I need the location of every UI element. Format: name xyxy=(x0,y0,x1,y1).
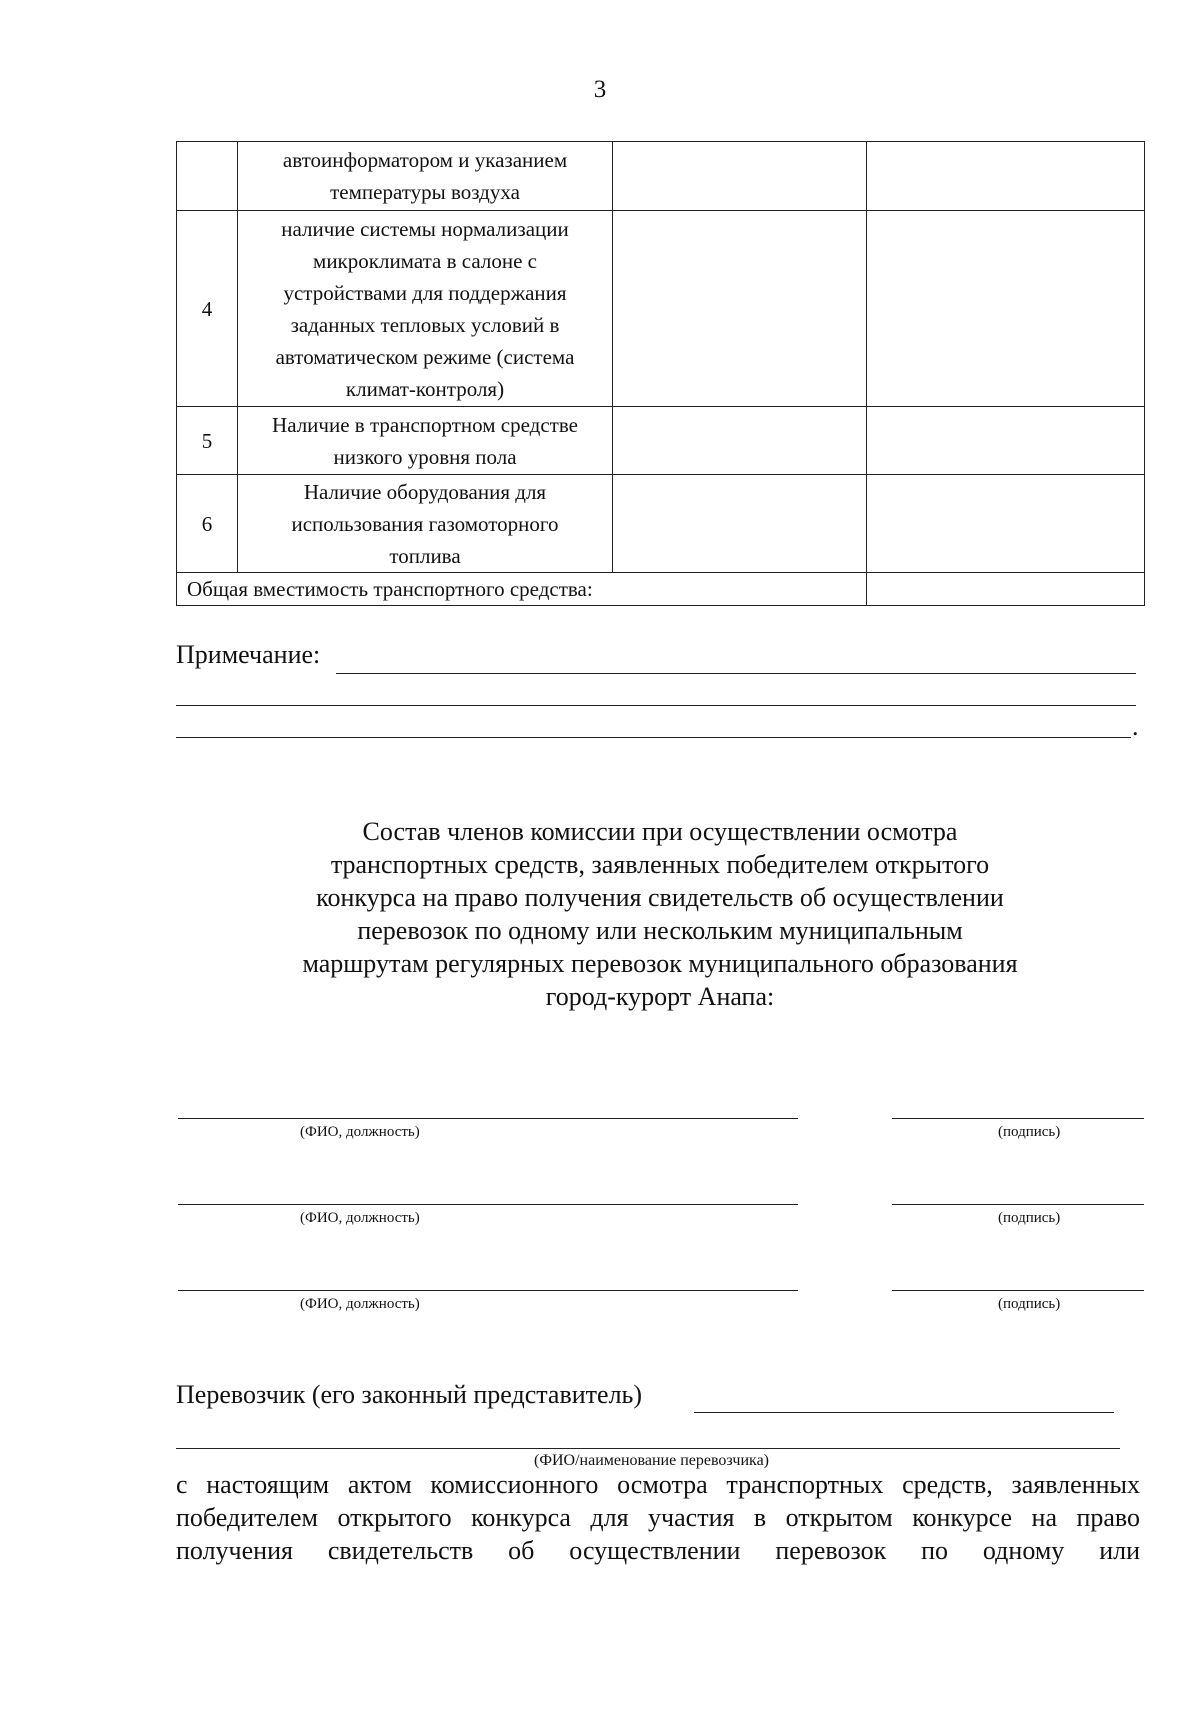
row-description xyxy=(238,211,613,407)
signature-caption: (подпись) xyxy=(998,1124,1061,1140)
description-line: использования газомоторного xyxy=(291,511,559,536)
signature-row xyxy=(0,1204,1200,1244)
description-line: микроклимата в салоне с xyxy=(313,248,537,273)
closing-line: получения свидетельств об осуществлении перевозок по одному или xyxy=(176,1536,1140,1565)
closing-paragraph xyxy=(176,1468,1140,1567)
vehicle-spec-table xyxy=(176,141,1145,606)
description-line: температуры воздуха xyxy=(330,180,520,204)
empty-cell[interactable] xyxy=(867,142,1145,211)
signature-row xyxy=(0,1290,1200,1330)
heading-line: маршрутам регулярных перевозок муниципального образования xyxy=(302,949,1018,978)
page-number: 3 xyxy=(593,76,607,103)
description-line: наличие системы нормализации xyxy=(281,216,569,241)
carrier-name-caption: (ФИО/наименование перевозчика) xyxy=(534,1452,769,1469)
description-line: автоматическом режиме (система xyxy=(275,344,575,369)
row-description xyxy=(238,475,613,573)
carrier-name-line[interactable] xyxy=(176,1448,1120,1449)
heading-line: транспортных средств, заявленных победителем открытого xyxy=(330,850,990,879)
heading-line: конкурса на право получения свидетельств об осуществлении xyxy=(316,883,1004,912)
note-end-mark: . xyxy=(1132,712,1139,741)
heading-line: город-курорт Анапа: xyxy=(545,982,775,1011)
empty-cell[interactable] xyxy=(613,142,867,211)
empty-cell[interactable] xyxy=(867,407,1145,475)
empty-cell[interactable] xyxy=(867,211,1145,407)
carrier-representative-line[interactable] xyxy=(694,1412,1114,1413)
description-line: заданных тепловых условий в xyxy=(290,312,560,337)
table-row xyxy=(177,407,1145,475)
description-line: Наличие в транспортном средстве xyxy=(272,412,578,437)
row-description xyxy=(238,142,613,211)
row-number xyxy=(177,142,238,211)
row-number: 4 xyxy=(177,211,238,407)
description-line: низкого уровня пола xyxy=(333,444,517,469)
total-capacity-label: Общая вместимость транспортного средства: xyxy=(177,573,867,606)
signature-caption: (подпись) xyxy=(998,1210,1061,1226)
table-row xyxy=(177,211,1145,407)
description-line: Наличие оборудования для xyxy=(303,479,547,504)
empty-cell[interactable] xyxy=(613,407,867,475)
note-line[interactable] xyxy=(176,737,1131,738)
table-row xyxy=(177,142,1145,211)
description-line: устройствами для поддержания xyxy=(283,280,567,305)
name-position-line[interactable] xyxy=(178,1290,798,1291)
signature-line[interactable] xyxy=(892,1204,1144,1205)
closing-line: победителем открытого конкурса для участия в открытом конкурсе на право xyxy=(176,1503,1140,1532)
heading-line: перевозок по одному или нескольким муниципальным xyxy=(357,916,963,945)
note-label: Примечание: xyxy=(176,640,321,669)
description-line: топлива xyxy=(389,543,461,568)
closing-line: с настоящим актом комиссионного осмотра транспортных средств, заявленных xyxy=(176,1470,1140,1499)
note-line[interactable] xyxy=(176,705,1136,706)
empty-cell[interactable] xyxy=(613,475,867,573)
row-number: 5 xyxy=(177,407,238,475)
carrier-label: Перевозчик (его законный представитель) xyxy=(176,1380,643,1409)
name-position-line[interactable] xyxy=(178,1118,798,1119)
row-description xyxy=(238,407,613,475)
name-position-caption: (ФИО, должность) xyxy=(300,1124,420,1140)
total-capacity-value[interactable] xyxy=(867,573,1145,606)
name-position-line[interactable] xyxy=(178,1204,798,1205)
table-footer-row xyxy=(177,573,1145,606)
heading-line: Состав членов комиссии при осуществлении осмотра xyxy=(362,817,958,846)
empty-cell[interactable] xyxy=(613,211,867,407)
signature-row xyxy=(0,1118,1200,1158)
table-row xyxy=(177,475,1145,573)
signature-line[interactable] xyxy=(892,1118,1144,1119)
description-line: автоинформатором и указанием xyxy=(282,148,568,172)
signature-caption: (подпись) xyxy=(998,1296,1061,1312)
commission-heading xyxy=(176,815,1144,1013)
description-line: климат-контроля) xyxy=(345,376,505,401)
signature-line[interactable] xyxy=(892,1290,1144,1291)
row-number: 6 xyxy=(177,475,238,573)
note-line[interactable] xyxy=(336,673,1136,674)
name-position-caption: (ФИО, должность) xyxy=(300,1296,420,1312)
name-position-caption: (ФИО, должность) xyxy=(300,1210,420,1226)
empty-cell[interactable] xyxy=(867,475,1145,573)
